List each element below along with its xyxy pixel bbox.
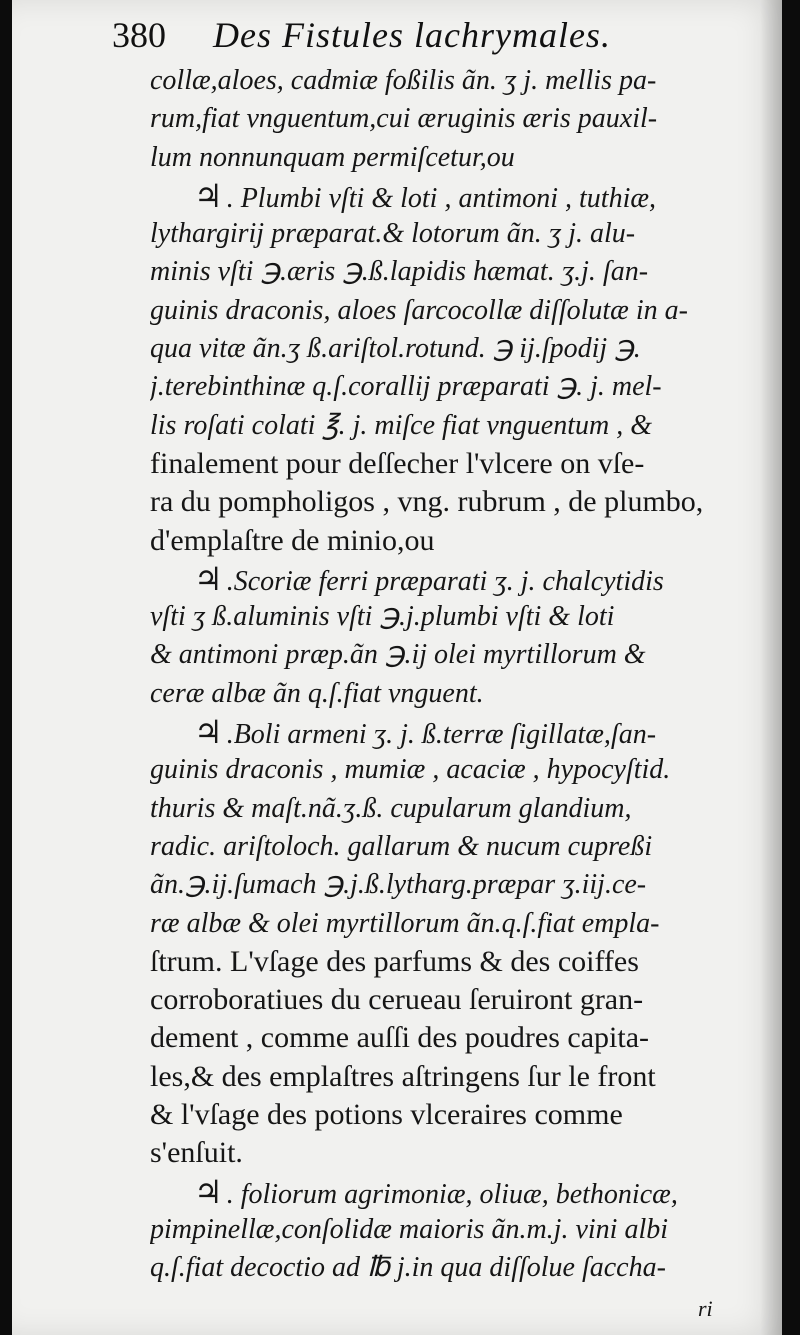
text-line-content: les,& des emplaſtres aſtringens ſur le front: [150, 1059, 656, 1093]
recipe-symbol-icon: ♃: [194, 1173, 223, 1210]
text-line: [150, 139, 750, 177]
text-line: [150, 100, 750, 138]
running-title: Des Fistules lachrymales.: [213, 15, 611, 55]
book-page: [12, 0, 782, 1335]
text-line-content: & l'vſage des potions vlceraires comme: [150, 1098, 623, 1132]
text-line-content: s'enſuit.: [150, 1136, 243, 1170]
text-line: [150, 215, 750, 253]
text-line-content: ãn.℈.ij.ſumach ℈.j.ß.lytharg.præpar ʒ.iij.ce-: [150, 869, 647, 901]
running-header: [112, 14, 752, 60]
text-line: [150, 368, 750, 406]
text-line-content: qua vitæ ãn.ʒ ß.ariſtol.rotund. ℈ ij.ſpodij ℈.: [150, 333, 641, 365]
text-line-content: finalement pour deſſecher l'vlcere on vſe-: [150, 446, 645, 480]
text-line: [150, 560, 750, 598]
page-gutter-shadow: [760, 0, 782, 1335]
text-line-content: lum nonnunquam permiſcetur,ou: [150, 141, 515, 173]
text-line: [150, 407, 750, 445]
page-number: 380: [112, 15, 166, 55]
text-line-content: lis roſati colati ℥. j. miſce fiat vnguentum , &: [150, 409, 652, 441]
text-line-content: j.terebinthinæ q.ſ.corallij præparati ℈. j. mel-: [150, 371, 662, 403]
text-line: [150, 1211, 750, 1249]
text-line: [150, 522, 750, 560]
text-line: [150, 675, 750, 713]
text-line-content: . Plumbi vſti & loti , antimoni , tuthiæ,: [226, 182, 657, 214]
text-line: [150, 1134, 750, 1172]
text-line-content: rum,fiat vnguentum,cui æruginis æris pauxil-: [150, 103, 658, 135]
text-line-content: ſtrum. L'vſage des parfums & des coiffes: [150, 944, 639, 978]
recipe-symbol-icon: ♃: [194, 714, 223, 751]
text-line-content: minis vſti ℈.æris ℈.ß.lapidis hæmat. ʒ.j. ſan-: [150, 256, 649, 288]
body-text: [150, 62, 750, 1288]
text-line: [150, 1019, 750, 1057]
text-line-content: pimpinellæ,conſolidæ maioris ãn.m.j. vini albi: [150, 1213, 668, 1245]
text-line-content: radic. ariſtoloch. gallarum & nucum cupreßi: [150, 830, 653, 862]
text-line-content: guinis draconis, aloes ſarcocollæ diſſolutæ in a-: [150, 294, 688, 326]
text-line-content: ræ albæ & olei myrtillorum ãn.q.ſ.fiat empla-: [150, 907, 660, 939]
text-line-content: vſti ʒ ß.aluminis vſti ℈.j.plumbi vſti & loti: [150, 601, 615, 633]
text-line: [150, 943, 750, 981]
text-line-content: .Scoriæ ferri præparati ʒ. j. chalcytidis: [226, 565, 664, 597]
text-line-content: .Boli armeni ʒ. j. ß.terræ ſigillatæ,ſan-: [226, 719, 657, 751]
text-line: [150, 253, 750, 291]
text-line: [150, 790, 750, 828]
text-line: [150, 445, 750, 483]
text-line-content: lythargirij præparat.& lotorum ãn. ʒ j. alu-: [150, 218, 636, 250]
recipe-symbol-icon: ♃: [194, 560, 223, 597]
text-line-content: corroboratiues du cerueau ſeruiront gran-: [150, 983, 644, 1017]
text-line: [150, 177, 750, 215]
text-line: [150, 1249, 750, 1287]
text-line-content: & antimoni præp.ãn ℈.ij olei myrtillorum &: [150, 639, 646, 671]
text-line-content: d'emplaſtre de minio,ou: [150, 523, 435, 557]
text-line-content: ceræ albæ ãn q.ſ.fiat vnguent.: [150, 677, 484, 709]
text-line-content: . foliorum agrimoniæ, oliuæ, bethonicæ,: [226, 1178, 678, 1210]
text-line-content: thuris & maſt.nã.ʒ.ß. cupularum glandium,: [150, 792, 632, 824]
text-line: [150, 62, 750, 100]
text-line-content: q.ſ.fiat decoctio ad ℔ j.in qua diſſolue ſaccha-: [150, 1252, 666, 1284]
text-line-content: ra du pompholigos , vng. rubrum , de plumbo,: [150, 485, 704, 519]
catchword: ri: [698, 1296, 713, 1321]
text-line: [150, 330, 750, 368]
text-line: [150, 751, 750, 789]
text-line-content: dement , comme auſſi des poudres capita-: [150, 1021, 649, 1055]
text-line: [150, 713, 750, 751]
text-line: [150, 636, 750, 674]
text-line: [150, 905, 750, 943]
text-line: [150, 598, 750, 636]
text-line: [150, 483, 750, 521]
text-line-content: collæ,aloes, cadmiæ foßilis ãn. ʒ j. mellis pa-: [150, 65, 657, 96]
text-line: [150, 1058, 750, 1096]
text-line: [150, 1173, 750, 1211]
text-line: [150, 292, 750, 330]
recipe-symbol-icon: ♃: [194, 177, 223, 214]
text-line: [150, 981, 750, 1019]
text-line: [150, 828, 750, 866]
text-line: [150, 1096, 750, 1134]
text-line: [150, 866, 750, 904]
text-line-content: guinis draconis , mumiæ , acaciæ , hypocyſtid.: [150, 754, 671, 786]
